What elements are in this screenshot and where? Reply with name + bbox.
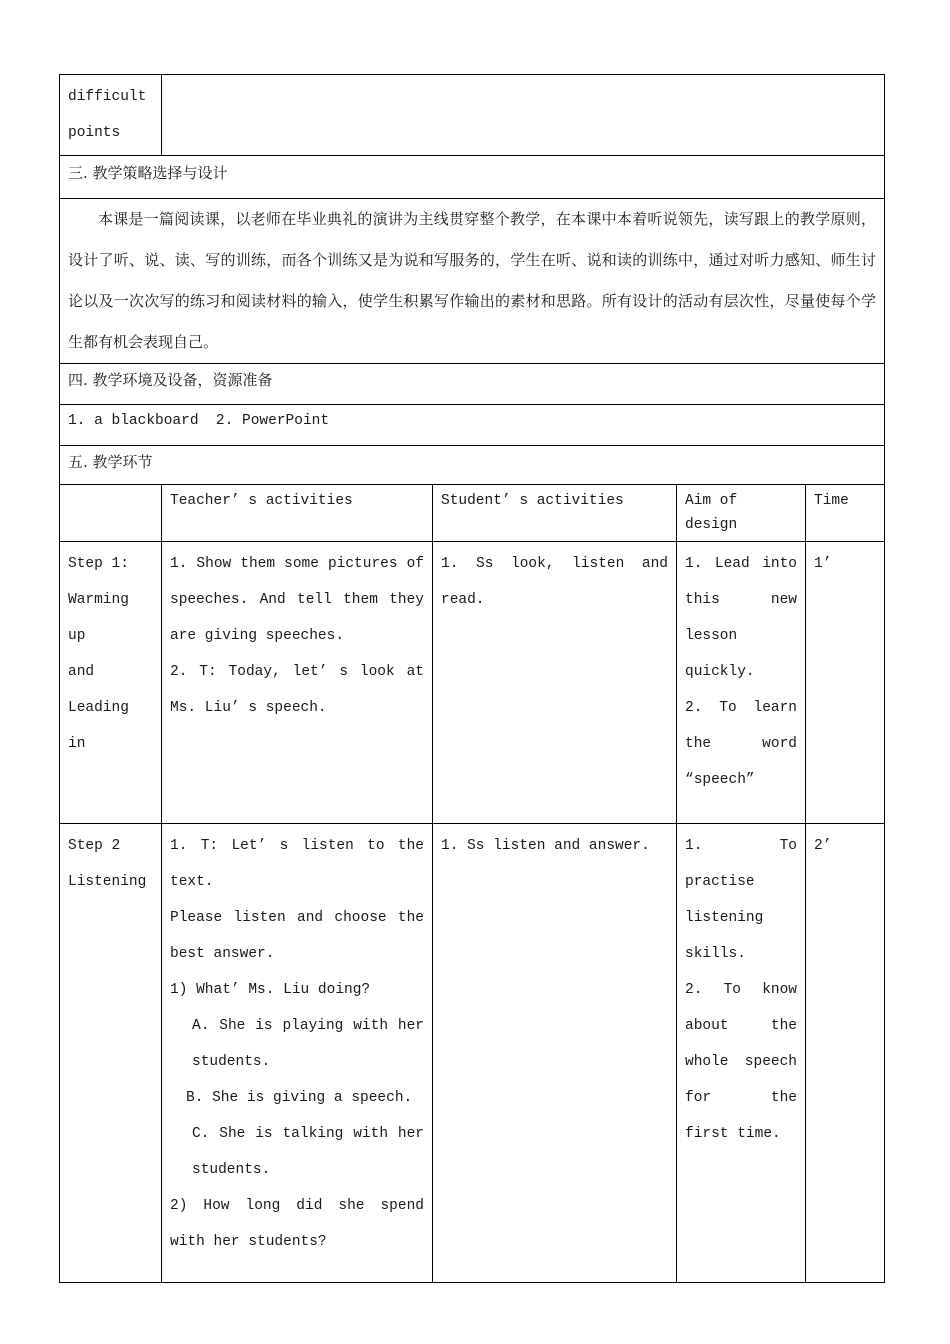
step2-teacher [162, 824, 433, 1283]
difficult-points-row [60, 75, 885, 156]
step1-aim-item: 2. To learn the word “speech” [685, 700, 797, 788]
section4-heading: 四. 教学环境及设备，资源准备 [60, 364, 885, 405]
step1-teacher-item: 2. T: Today, let’ s look at Ms. Liu’ s speech. [170, 664, 424, 716]
lesson-plan-table [59, 74, 885, 1283]
section3-heading: 三. 教学策略选择与设计 [60, 156, 885, 199]
difficult-points-label [60, 75, 162, 156]
section5-heading: 五. 教学环节 [60, 446, 885, 485]
step1-teacher [162, 542, 433, 824]
section4-content: 1. a blackboard 2. PowerPoint [60, 405, 885, 446]
step1-label [60, 542, 162, 824]
step1-line: and [68, 664, 95, 680]
step2-teacher-instruction: Please listen and choose the best answer. [170, 910, 424, 962]
section3-paragraph-row [60, 199, 885, 364]
section3-heading-row [60, 156, 885, 199]
step1-line: Step 1: [68, 556, 129, 572]
step2-aim-item: 2. To know about the whole speech for the first time. [685, 982, 797, 1142]
step2-student [433, 824, 677, 1283]
step1-line: Leading in [68, 700, 129, 752]
step1-time: 1’ [806, 542, 885, 824]
difficult-points-content [162, 75, 885, 156]
label-line-1: difficult [68, 89, 147, 105]
section5-heading-row [60, 446, 885, 485]
section3-paragraph: 本课是一篇阅读课，以老师在毕业典礼的演讲为主线贯穿整个教学，在本课中本着听说领先，读写跟上的教学原则，设计了听、说、读、写的训练，而各个训练又是为说和写服务的，学生在听、说和读的训练中，通过对听力感知、师生讨论以及一次次写的练习和阅读材料的输入，使学生积累写作输出的素材和思路。所有设计的活动有层次性，尽量使每个学生都有机会表现自己。 [60, 199, 885, 364]
step2-student-item: 1. Ss listen and answer. [441, 838, 650, 854]
column-header-row [60, 485, 885, 542]
step1-aim-item: 1. Lead into this new lesson quickly. [685, 556, 797, 680]
column-header-aim: Aim of design [677, 485, 806, 542]
step2-row [60, 824, 885, 1283]
step2-teacher-intro: 1. T: Let’ s listen to the text. [170, 838, 424, 890]
step2-aim-item: 1. To practise listening skills. [685, 838, 797, 962]
column-header-student: Student’ s activities [433, 485, 677, 542]
step2-aim [677, 824, 806, 1283]
step2-question-1: 1) What’ Ms. Liu doing? [170, 982, 371, 998]
step2-time: 2’ [806, 824, 885, 1283]
step2-line: Listening [68, 874, 147, 890]
column-header-time: Time [806, 485, 885, 542]
step1-student [433, 542, 677, 824]
step2-line: Step 2 [68, 838, 121, 854]
step1-teacher-item: 1. Show them some pictures of speeches. And tell them they are giving speeches. [170, 556, 424, 644]
step2-question-2: 2) How long did she spend with her students? [170, 1198, 424, 1250]
label-line-2: points [68, 125, 121, 141]
step2-option-c: C. She is talking with her students. [192, 1126, 424, 1178]
column-header-step [60, 485, 162, 542]
step1-aim [677, 542, 806, 824]
column-header-teacher: Teacher’ s activities [162, 485, 433, 542]
step2-label [60, 824, 162, 1283]
step2-option-a: A. She is playing with her students. [192, 1018, 424, 1070]
step1-line: Warming up [68, 592, 129, 644]
step1-student-item: 1. Ss look, listen and read. [441, 556, 668, 608]
step2-option-b: B. She is giving a speech. [186, 1090, 413, 1106]
step1-row [60, 542, 885, 824]
section4-heading-row [60, 364, 885, 405]
section4-content-row [60, 405, 885, 446]
